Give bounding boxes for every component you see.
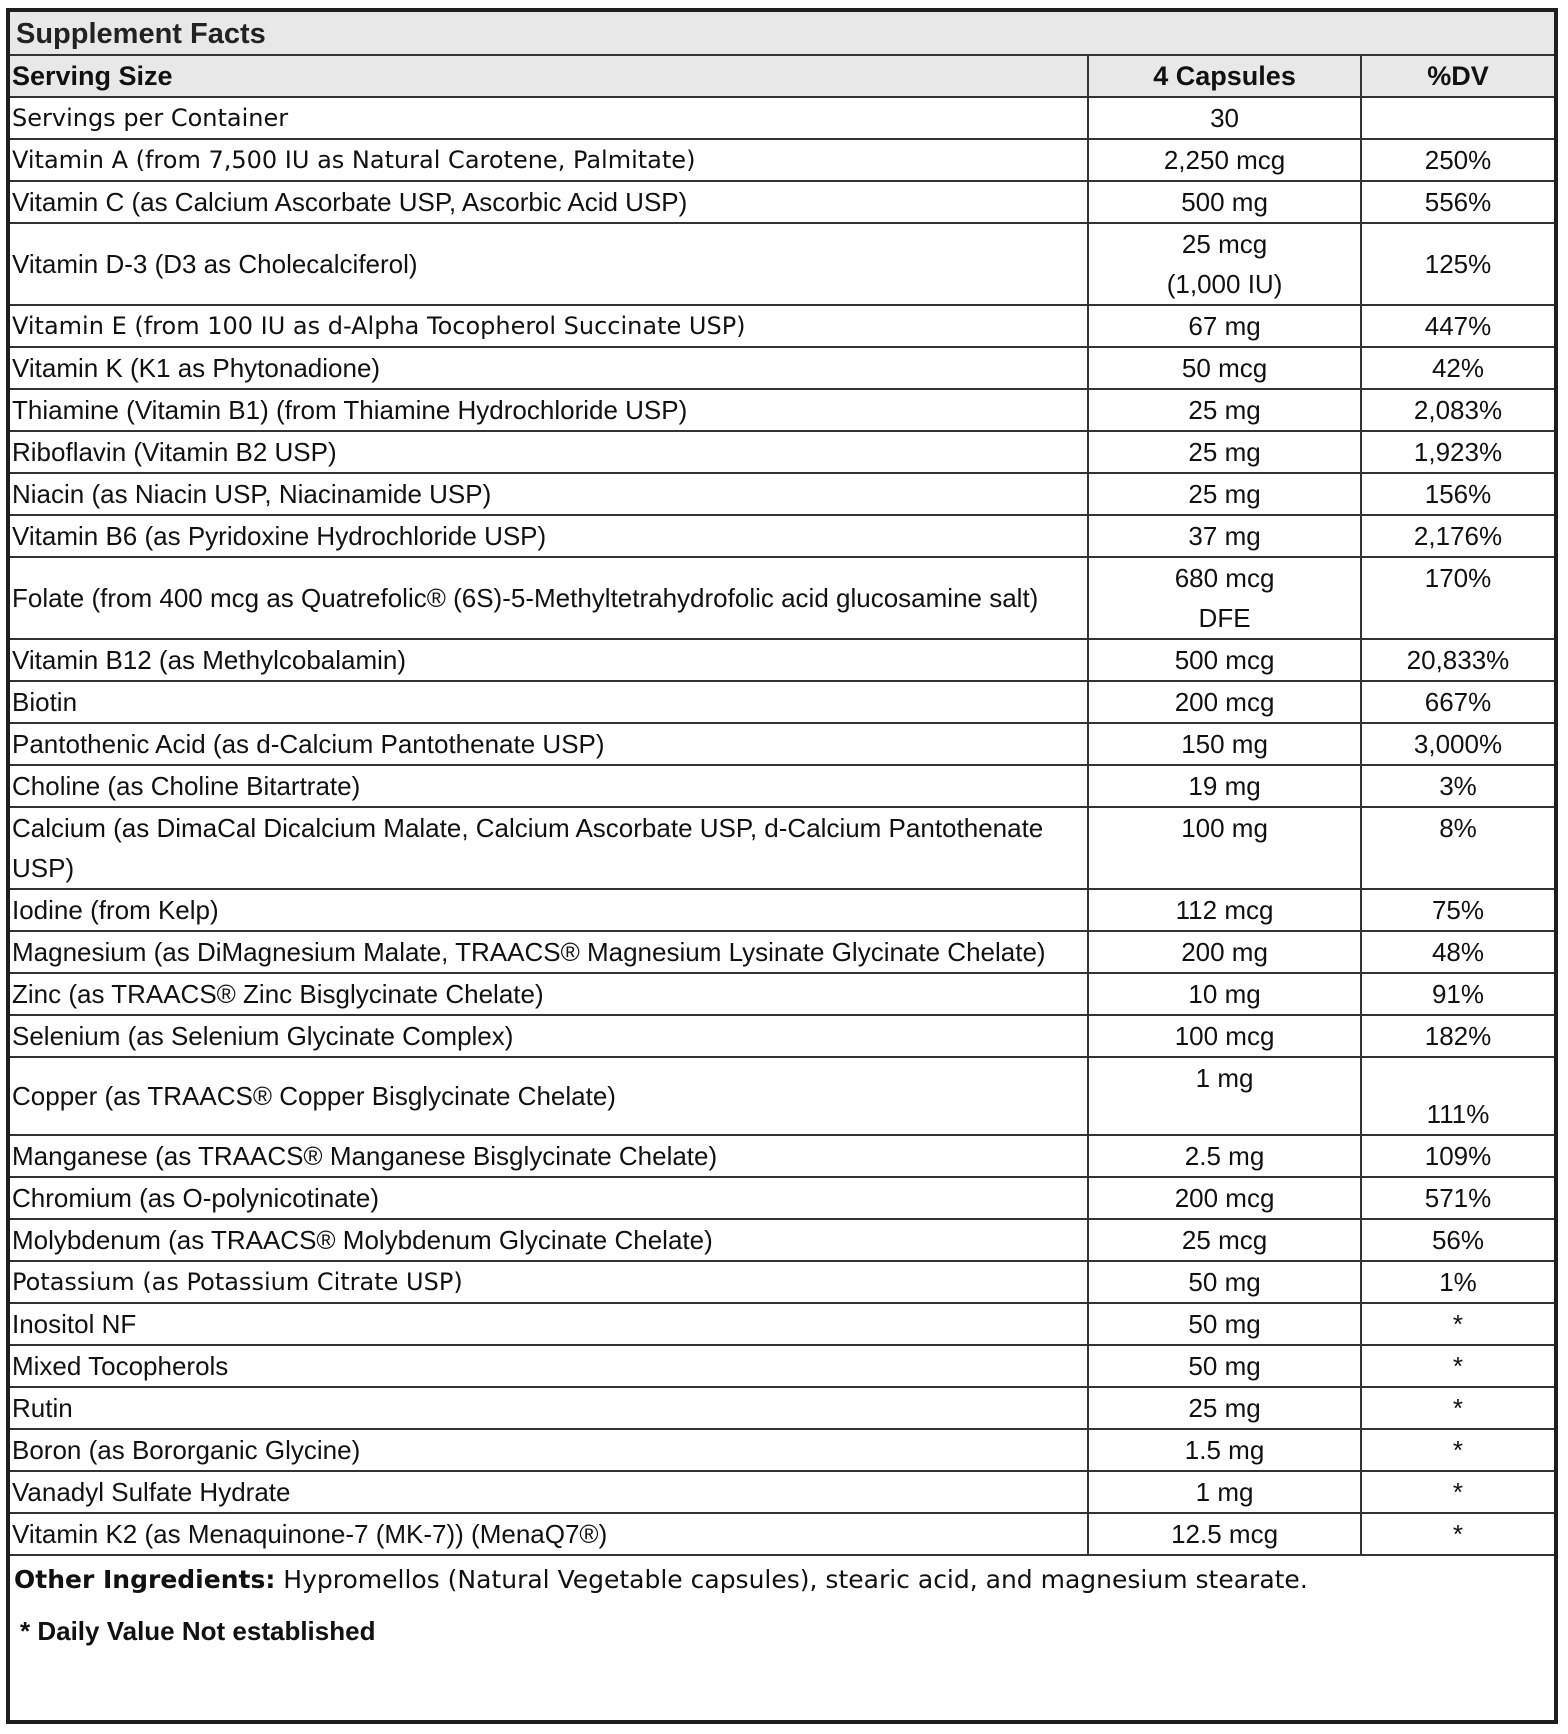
nutrient-name: Manganese (as TRAACS® Manganese Bisglycinate Chelate) [10, 1135, 1088, 1177]
amount-line-1: 680 mcg [1174, 563, 1275, 593]
name-line-2: USP) [12, 853, 75, 883]
table-row [10, 431, 1554, 473]
nutrient-name: Vitamin D-3 (D3 as Cholecalciferol) [10, 223, 1088, 305]
nutrient-name: Iodine (from Kelp) [10, 889, 1088, 931]
nutrient-dv: 2,176% [1361, 515, 1554, 557]
nutrient-name [10, 807, 1088, 889]
nutrient-amount: 12.5 mcg [1088, 1513, 1361, 1555]
nutrient-dv: 125% [1361, 223, 1554, 305]
amount-line-2: (1,000 IU) [1166, 269, 1283, 299]
nutrient-amount: 1 mg [1088, 1057, 1361, 1135]
nutrient-dv: 109% [1361, 1135, 1554, 1177]
other-ingredients-label: Other Ingredients: [14, 1565, 276, 1594]
table-row [10, 1219, 1554, 1261]
serving-size-label: Serving Size [10, 56, 1088, 97]
nutrient-dv: 8% [1361, 807, 1554, 889]
table-row [10, 889, 1554, 931]
nutrient-amount: 500 mg [1088, 181, 1361, 223]
nutrient-name: Chromium (as O-polynicotinate) [10, 1177, 1088, 1219]
servings-value: 30 [1088, 97, 1361, 139]
nutrient-amount: 500 mcg [1088, 639, 1361, 681]
nutrient-dv: 556% [1361, 181, 1554, 223]
nutrient-dv: 56% [1361, 1219, 1554, 1261]
table-row [10, 681, 1554, 723]
nutrient-name: Boron (as Bororganic Glycine) [10, 1429, 1088, 1471]
nutrient-name: Zinc (as TRAACS® Zinc Bisglycinate Chelate) [10, 973, 1088, 1015]
nutrient-name: Riboflavin (Vitamin B2 USP) [10, 431, 1088, 473]
nutrient-dv: 3% [1361, 765, 1554, 807]
nutrient-amount: 1 mg [1088, 1471, 1361, 1513]
nutrient-dv: 20,833% [1361, 639, 1554, 681]
table-row [10, 1135, 1554, 1177]
nutrient-name: Vitamin B6 (as Pyridoxine Hydrochloride USP) [10, 515, 1088, 557]
nutrient-name: Vitamin K (K1 as Phytonadione) [10, 347, 1088, 389]
table-row [10, 931, 1554, 973]
nutrient-amount: 25 mg [1088, 389, 1361, 431]
nutrient-amount: 150 mg [1088, 723, 1361, 765]
dv-header: %DV [1361, 56, 1554, 97]
daily-value-footnote: * Daily Value Not established [20, 1616, 376, 1646]
nutrient-name: Vitamin K2 (as Menaquinone-7 (MK-7)) (MenaQ7®) [10, 1513, 1088, 1555]
name-line-1: Calcium (as DimaCal Dicalcium Malate, Calcium Ascorbate USP, d-Calcium Pantothenate [12, 813, 1044, 843]
table-row [10, 389, 1554, 431]
nutrient-name: Magnesium (as DiMagnesium Malate, TRAACS® Magnesium Lysinate Glycinate Chelate) [10, 931, 1088, 973]
nutrient-name: Mixed Tocopherols [10, 1345, 1088, 1387]
nutrient-name: Choline (as Choline Bitartrate) [10, 765, 1088, 807]
servings-label: Servings per Container [10, 97, 1088, 139]
amount-line-2: DFE [1198, 603, 1251, 633]
nutrient-amount [1088, 557, 1361, 639]
supplement-facts-panel [6, 8, 1558, 1724]
table-row [10, 139, 1554, 181]
servings-dv [1361, 97, 1554, 139]
table-row [10, 1015, 1554, 1057]
nutrient-dv: 3,000% [1361, 723, 1554, 765]
table-header-row [10, 56, 1554, 97]
nutrient-amount: 10 mg [1088, 973, 1361, 1015]
panel-title: Supplement Facts [10, 12, 1554, 56]
nutrient-dv: * [1361, 1429, 1554, 1471]
table-row [10, 1057, 1554, 1135]
table-row [10, 223, 1554, 305]
nutrient-dv: 111% [1361, 1057, 1554, 1135]
nutrient-amount: 50 mg [1088, 1303, 1361, 1345]
nutrient-dv: 447% [1361, 305, 1554, 347]
nutrient-dv: 170% [1361, 557, 1554, 639]
table-row [10, 515, 1554, 557]
nutrient-amount: 25 mcg [1088, 1219, 1361, 1261]
nutrient-dv: * [1361, 1513, 1554, 1555]
nutrient-amount: 200 mcg [1088, 1177, 1361, 1219]
nutrient-dv: 2,083% [1361, 389, 1554, 431]
nutrient-name: Potassium (as Potassium Citrate USP) [10, 1261, 1088, 1303]
nutrient-amount: 200 mcg [1088, 681, 1361, 723]
nutrient-dv: 156% [1361, 473, 1554, 515]
nutrient-amount: 19 mg [1088, 765, 1361, 807]
nutrient-amount: 50 mg [1088, 1345, 1361, 1387]
nutrient-name: Vitamin E (from 100 IU as d-Alpha Tocopherol Succinate USP) [10, 305, 1088, 347]
table-row [10, 1471, 1554, 1513]
nutrient-amount: 25 mg [1088, 473, 1361, 515]
nutrient-amount: 1.5 mg [1088, 1429, 1361, 1471]
nutrient-name: Vitamin C (as Calcium Ascorbate USP, Ascorbic Acid USP) [10, 181, 1088, 223]
table-row [10, 1303, 1554, 1345]
nutrient-amount: 50 mg [1088, 1261, 1361, 1303]
nutrient-dv: 1,923% [1361, 431, 1554, 473]
table-row [10, 1429, 1554, 1471]
table-row [10, 347, 1554, 389]
table-row [10, 1345, 1554, 1387]
table-row [10, 1261, 1554, 1303]
facts-table [10, 56, 1554, 1556]
table-row [10, 181, 1554, 223]
amount-header: 4 Capsules [1088, 56, 1361, 97]
table-row [10, 639, 1554, 681]
nutrient-dv: 75% [1361, 889, 1554, 931]
table-row [10, 305, 1554, 347]
nutrient-name: Molybdenum (as TRAACS® Molybdenum Glycinate Chelate) [10, 1219, 1088, 1261]
nutrient-name: Vitamin A (from 7,500 IU as Natural Carotene, Palmitate) [10, 139, 1088, 181]
nutrient-amount [1088, 223, 1361, 305]
nutrient-amount: 25 mg [1088, 431, 1361, 473]
nutrient-name: Thiamine (Vitamin B1) (from Thiamine Hydrochloride USP) [10, 389, 1088, 431]
other-ingredients [10, 1556, 1554, 1598]
amount-line-1: 25 mcg [1181, 229, 1268, 259]
other-ingredients-text: Hypromellos (Natural Vegetable capsules), stearic acid, and magnesium stearate. [275, 1565, 1308, 1594]
nutrient-amount: 25 mg [1088, 1387, 1361, 1429]
table-row [10, 1387, 1554, 1429]
nutrient-dv: 182% [1361, 1015, 1554, 1057]
nutrient-name: Folate (from 400 mcg as Quatrefolic® (6S)-5-Methyltetrahydrofolic acid glucosamine salt) [10, 557, 1088, 639]
nutrient-dv: 42% [1361, 347, 1554, 389]
nutrient-dv: * [1361, 1303, 1554, 1345]
table-row [10, 723, 1554, 765]
table-row [10, 807, 1554, 889]
nutrient-amount: 67 mg [1088, 305, 1361, 347]
nutrient-name: Inositol NF [10, 1303, 1088, 1345]
nutrient-amount: 2.5 mg [1088, 1135, 1361, 1177]
table-row [10, 765, 1554, 807]
table-row [10, 557, 1554, 639]
nutrient-name: Niacin (as Niacin USP, Niacinamide USP) [10, 473, 1088, 515]
table-row [10, 473, 1554, 515]
nutrient-dv: 91% [1361, 973, 1554, 1015]
nutrient-amount: 37 mg [1088, 515, 1361, 557]
nutrient-amount: 50 mcg [1088, 347, 1361, 389]
nutrient-dv: * [1361, 1471, 1554, 1513]
nutrient-amount: 100 mg [1088, 807, 1361, 889]
nutrient-dv: * [1361, 1387, 1554, 1429]
table-row [10, 1513, 1554, 1555]
nutrient-dv: * [1361, 1345, 1554, 1387]
nutrient-amount: 112 mcg [1088, 889, 1361, 931]
nutrient-dv: 250% [1361, 139, 1554, 181]
nutrient-name: Vanadyl Sulfate Hydrate [10, 1471, 1088, 1513]
nutrient-name: Selenium (as Selenium Glycinate Complex) [10, 1015, 1088, 1057]
nutrient-name: Rutin [10, 1387, 1088, 1429]
nutrient-dv: 667% [1361, 681, 1554, 723]
nutrient-name: Pantothenic Acid (as d-Calcium Pantothenate USP) [10, 723, 1088, 765]
servings-row [10, 97, 1554, 139]
nutrient-name: Vitamin B12 (as Methylcobalamin) [10, 639, 1088, 681]
nutrient-amount: 100 mcg [1088, 1015, 1361, 1057]
nutrient-amount: 200 mg [1088, 931, 1361, 973]
nutrient-dv: 1% [1361, 1261, 1554, 1303]
nutrient-amount: 2,250 mcg [1088, 139, 1361, 181]
nutrient-name: Copper (as TRAACS® Copper Bisglycinate Chelate) [10, 1057, 1088, 1135]
nutrient-dv: 571% [1361, 1177, 1554, 1219]
nutrient-dv: 48% [1361, 931, 1554, 973]
nutrient-name: Biotin [10, 681, 1088, 723]
table-row [10, 1177, 1554, 1219]
table-row [10, 973, 1554, 1015]
